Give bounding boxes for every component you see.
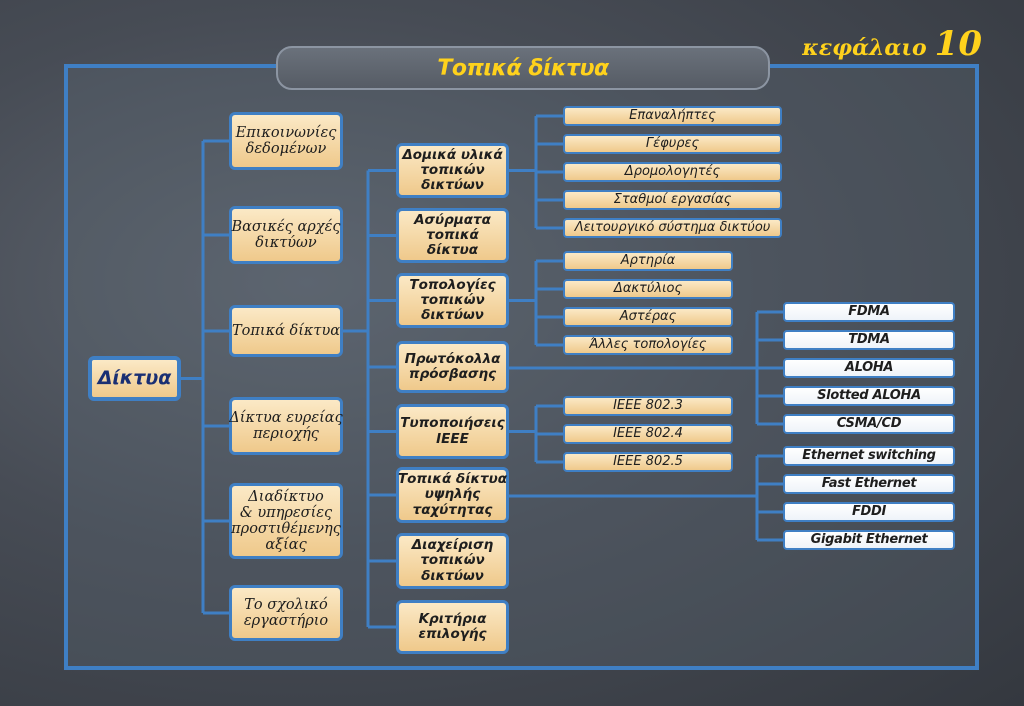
node-ieee_standards-2-label: IEEE 802.5	[613, 453, 683, 469]
node-l2-5-label: Τοπικά δίκτυα υψηλής ταχύτητας	[397, 471, 508, 518]
node-l2-6-label: Διαχείριση τοπικών δικτύων	[411, 537, 494, 584]
node-components-4	[563, 218, 782, 238]
node-l1-2	[229, 305, 343, 357]
node-topologies-1	[563, 279, 733, 299]
node-l1-0	[229, 112, 343, 170]
node-components-1	[563, 134, 782, 154]
node-ieee_standards-0	[563, 396, 733, 416]
node-topologies-3	[563, 335, 733, 355]
node-high_speed-2	[783, 502, 955, 522]
node-components-2	[563, 162, 782, 182]
node-l2-4	[396, 404, 509, 459]
node-topologies-2-label: Αστέρας	[619, 308, 677, 324]
node-access_protocols-4	[783, 414, 955, 434]
node-l1-4-label: Διαδίκτυο & υπηρεσίες προστιθέμενης αξίας	[231, 488, 341, 554]
node-high_speed-2-label: FDDI	[851, 503, 887, 519]
node-l1-1-label: Βασικές αρχές δικτύων	[231, 218, 341, 251]
node-l2-5	[396, 467, 509, 523]
node-l1-0-label: Επικοινωνίες δεδομένων	[235, 124, 337, 157]
page-title: Τοπικά δίκτυα	[437, 55, 609, 81]
node-l2-2-label: Τοπολογίες τοπικών δικτύων	[409, 276, 496, 324]
node-components-4-label: Λειτουργικό σύστημα δικτύου	[574, 219, 771, 235]
node-topologies-1-label: Δακτύλιος	[613, 280, 683, 296]
node-l1-3	[229, 397, 343, 455]
node-components-1-label: Γέφυρες	[645, 135, 700, 151]
node-high_speed-1	[783, 474, 955, 494]
node-root	[88, 356, 181, 401]
node-l1-2-label: Τοπικά δίκτυα	[231, 322, 341, 339]
node-l2-1-label: Ασύρματα τοπικά δίκτυα	[414, 211, 491, 259]
node-components-3-label: Σταθμοί εργασίας	[613, 191, 732, 207]
node-access_protocols-1-label: TDMA	[848, 331, 890, 347]
node-l1-3-label: Δίκτυα ευρείας περιοχής	[229, 409, 343, 442]
node-high_speed-1-label: Fast Ethernet	[821, 475, 917, 491]
chapter-number: 10	[934, 24, 982, 64]
node-ieee_standards-0-label: IEEE 802.3	[613, 397, 683, 413]
node-access_protocols-2	[783, 358, 955, 378]
node-high_speed-0	[783, 446, 955, 466]
node-l2-4-label: Τυποποιήσεις IEEE	[400, 415, 505, 447]
node-components-3	[563, 190, 782, 210]
node-l2-0-label: Δομικά υλικά τοπικών δικτύων	[402, 146, 503, 194]
chapter-word: κεφάλαιο	[802, 35, 927, 61]
node-components-0	[563, 106, 782, 126]
node-topologies-0	[563, 251, 733, 271]
node-ieee_standards-1	[563, 424, 733, 444]
node-l2-3-label: Πρωτόκολλα πρόσβασης	[404, 350, 501, 382]
node-root-label: Δίκτυα	[97, 366, 172, 389]
node-l2-7-label: Κριτήρια επιλογής	[418, 610, 487, 642]
node-high_speed-3-label: Gigabit Ethernet	[810, 531, 928, 547]
node-components-2-label: Δρομολογητές	[624, 163, 721, 179]
node-l2-6	[396, 533, 509, 589]
node-l1-1	[229, 206, 343, 264]
node-l1-5	[229, 585, 343, 641]
node-l2-3	[396, 341, 509, 393]
node-l2-2	[396, 273, 509, 328]
node-l1-5-label: Το σχολικό εργαστήριο	[243, 596, 329, 629]
node-access_protocols-1	[783, 330, 955, 350]
node-access_protocols-2-label: ALOHA	[844, 359, 894, 375]
node-topologies-2	[563, 307, 733, 327]
node-topologies-0-label: Αρτηρία	[620, 252, 676, 268]
node-l2-0	[396, 143, 509, 198]
node-ieee_standards-2	[563, 452, 733, 472]
node-high_speed-3	[783, 530, 955, 550]
node-access_protocols-0	[783, 302, 955, 322]
node-components-0-label: Επαναλήπτες	[629, 107, 716, 123]
node-l2-7	[396, 600, 509, 654]
node-access_protocols-4-label: CSMA/CD	[836, 415, 902, 431]
node-access_protocols-3	[783, 386, 955, 406]
node-l2-1	[396, 208, 509, 263]
node-high_speed-0-label: Ethernet switching	[802, 447, 936, 463]
node-ieee_standards-1-label: IEEE 802.4	[613, 425, 683, 441]
node-topologies-3-label: Άλλες τοπολογίες	[589, 336, 707, 352]
node-access_protocols-3-label: Slotted ALOHA	[817, 387, 921, 403]
node-l1-4	[229, 483, 343, 559]
node-access_protocols-0-label: FDMA	[848, 303, 890, 319]
